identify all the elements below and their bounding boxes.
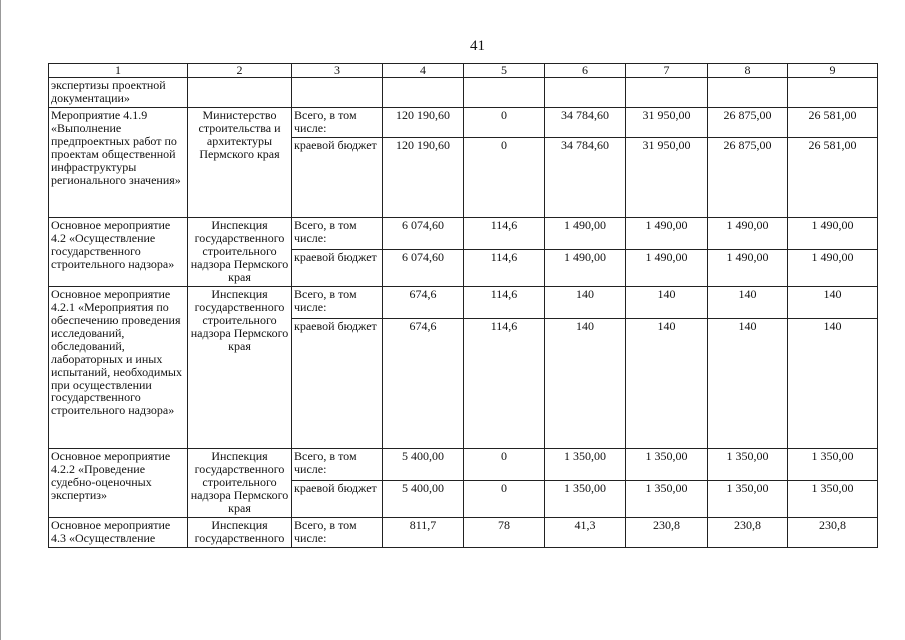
amount-cell: 1 350,00 (788, 481, 878, 517)
amount-cell: 34 784,60 (545, 138, 626, 218)
amount-cell: 140 (545, 286, 626, 318)
amount-cell: 120 190,60 (383, 108, 464, 138)
executor-cell: Инспекция государственного строительного надзора Пермского края (188, 448, 292, 517)
executor-cell: Министерство строительства и архитектуры Пермского края (188, 108, 292, 218)
amount-cell: 5 400,00 (383, 481, 464, 517)
amount-cell: 114,6 (464, 318, 545, 448)
amount-cell: 1 490,00 (788, 250, 878, 286)
amount-cell (626, 78, 708, 108)
scan-left-edge (0, 0, 1, 640)
activity-name-cell: Основное мероприятие 4.3 «Осуществление (49, 517, 188, 547)
funding-source-cell: краевой бюджет (292, 138, 383, 218)
amount-cell (464, 78, 545, 108)
amount-cell: 114,6 (464, 250, 545, 286)
activity-name-cell: Основное мероприятие 4.2.2 «Проведение судебно-оценочных экспертиз» (49, 448, 188, 517)
table-row (49, 517, 878, 547)
amount-cell: 230,8 (626, 517, 708, 547)
amount-cell: 0 (464, 138, 545, 218)
column-header: 2 (188, 64, 292, 78)
funding-source-cell (292, 78, 383, 108)
column-header: 9 (788, 64, 878, 78)
amount-cell: 1 490,00 (708, 218, 788, 250)
amount-cell: 31 950,00 (626, 138, 708, 218)
amount-cell: 140 (788, 318, 878, 448)
table-row (49, 448, 878, 480)
column-header: 6 (545, 64, 626, 78)
amount-cell: 140 (626, 318, 708, 448)
amount-cell: 140 (708, 318, 788, 448)
amount-cell: 78 (464, 517, 545, 547)
funding-source-cell: Всего, в том числе: (292, 517, 383, 547)
amount-cell: 1 490,00 (708, 250, 788, 286)
amount-cell: 140 (545, 318, 626, 448)
funding-source-cell: краевой бюджет (292, 318, 383, 448)
amount-cell (545, 78, 626, 108)
amount-cell: 1 350,00 (708, 448, 788, 480)
executor-cell (188, 78, 292, 108)
amount-cell: 811,7 (383, 517, 464, 547)
amount-cell: 26 875,00 (708, 108, 788, 138)
executor-cell: Инспекция государственного строительного надзора Пермского края (188, 286, 292, 448)
activity-name-cell: Основное мероприятие 4.2 «Осуществление государственного строительного надзора» (49, 218, 188, 287)
amount-cell: 1 490,00 (626, 250, 708, 286)
funding-source-cell: Всего, в том числе: (292, 108, 383, 138)
amount-cell: 26 581,00 (788, 108, 878, 138)
budget-table (48, 63, 878, 548)
column-header: 8 (708, 64, 788, 78)
amount-cell: 140 (626, 286, 708, 318)
funding-source-cell: Всего, в том числе: (292, 286, 383, 318)
funding-source-cell: краевой бюджет (292, 250, 383, 286)
amount-cell: 1 490,00 (626, 218, 708, 250)
column-number-row (49, 64, 878, 78)
amount-cell: 6 074,60 (383, 218, 464, 250)
activity-name-cell: экспертизы проектной документации» (49, 78, 188, 108)
amount-cell: 34 784,60 (545, 108, 626, 138)
amount-cell (383, 78, 464, 108)
funding-source-cell: Всего, в том числе: (292, 218, 383, 250)
amount-cell: 114,6 (464, 286, 545, 318)
amount-cell: 120 190,60 (383, 138, 464, 218)
activity-name-cell: Основное мероприятие 4.2.1 «Мероприятия по обеспечению проведения исследований, обследований, лабораторных и иных испытаний, необходимых при осуществлении государственного строительного надзора» (49, 286, 188, 448)
amount-cell: 1 350,00 (626, 448, 708, 480)
amount-cell: 140 (788, 286, 878, 318)
table-body (49, 64, 878, 548)
amount-cell: 1 490,00 (788, 218, 878, 250)
table-row (49, 286, 878, 318)
amount-cell: 674,6 (383, 286, 464, 318)
amount-cell: 1 350,00 (708, 481, 788, 517)
column-header: 1 (49, 64, 188, 78)
activity-name-cell: Мероприятие 4.1.9 «Выполнение предпроектных работ по проектам общественной инфраструктуры регионального значения» (49, 108, 188, 218)
amount-cell (708, 78, 788, 108)
amount-cell: 230,8 (708, 517, 788, 547)
amount-cell (788, 78, 878, 108)
executor-cell: Инспекция государственного строительного надзора Пермского края (188, 218, 292, 287)
amount-cell: 1 490,00 (545, 250, 626, 286)
amount-cell: 0 (464, 448, 545, 480)
funding-source-cell: Всего, в том числе: (292, 448, 383, 480)
amount-cell: 140 (708, 286, 788, 318)
amount-cell: 1 350,00 (626, 481, 708, 517)
table-row (49, 108, 878, 138)
amount-cell: 1 490,00 (545, 218, 626, 250)
column-header: 5 (464, 64, 545, 78)
amount-cell: 1 350,00 (545, 481, 626, 517)
amount-cell: 1 350,00 (545, 448, 626, 480)
amount-cell: 5 400,00 (383, 448, 464, 480)
amount-cell: 6 074,60 (383, 250, 464, 286)
column-header: 7 (626, 64, 708, 78)
amount-cell: 31 950,00 (626, 108, 708, 138)
amount-cell: 0 (464, 108, 545, 138)
column-header: 4 (383, 64, 464, 78)
funding-source-cell: краевой бюджет (292, 481, 383, 517)
amount-cell: 26 875,00 (708, 138, 788, 218)
amount-cell: 674,6 (383, 318, 464, 448)
executor-cell: Инспекция государственного (188, 517, 292, 547)
amount-cell: 26 581,00 (788, 138, 878, 218)
amount-cell: 41,3 (545, 517, 626, 547)
amount-cell: 0 (464, 481, 545, 517)
amount-cell: 1 350,00 (788, 448, 878, 480)
page-number: 41 (470, 38, 485, 54)
table-row (49, 78, 878, 108)
amount-cell: 114,6 (464, 218, 545, 250)
column-header: 3 (292, 64, 383, 78)
table-row (49, 218, 878, 250)
amount-cell: 230,8 (788, 517, 878, 547)
